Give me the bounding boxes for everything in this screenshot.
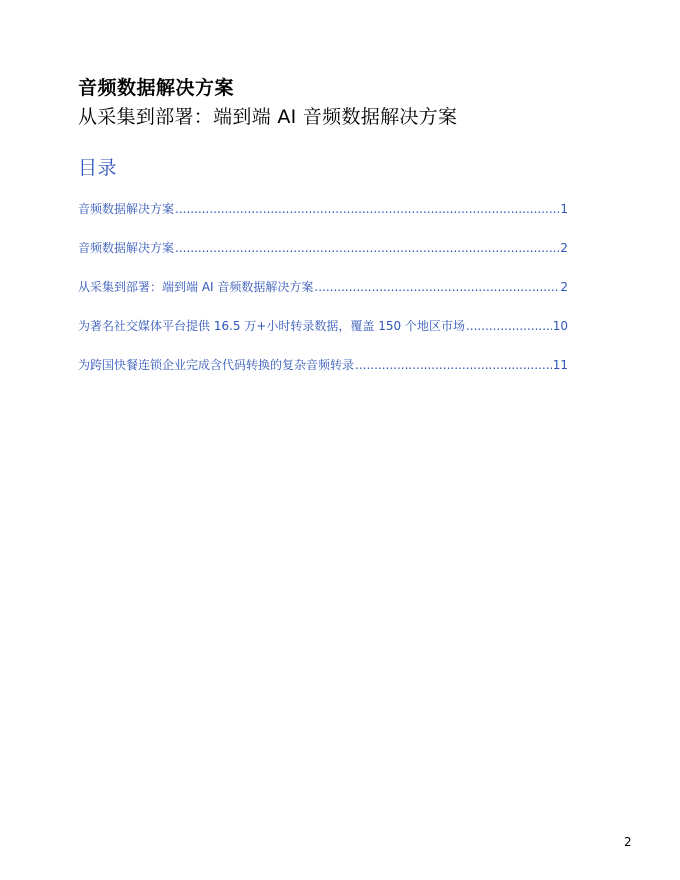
toc-entry-text: 为跨国快餐连锁企业完成含代码转换的复杂音频转录: [78, 358, 355, 372]
toc-entry-page: 10: [552, 319, 568, 333]
toc-entry-text: 音频数据解决方案: [78, 202, 175, 216]
toc-entry-1[interactable]: [78, 200, 568, 239]
toc-entry-text: 从采集到部署：端到端 AI 音频数据解决方案: [78, 280, 314, 294]
toc-entry-3[interactable]: [78, 278, 568, 317]
toc-entry-text: 音频数据解决方案: [78, 241, 175, 255]
toc-leader-dots: [175, 239, 559, 257]
toc-entry-page: 2: [560, 241, 568, 255]
toc-entry-5[interactable]: [78, 356, 568, 395]
toc-leader-dots: [466, 317, 552, 335]
toc-entry-page: 2: [560, 280, 568, 294]
toc-heading: 目录: [78, 157, 118, 179]
toc-leader-dots: [314, 278, 559, 296]
document-title: 音频数据解决方案: [78, 77, 235, 99]
toc-entry-2[interactable]: [78, 239, 568, 278]
toc-entry-page: 11: [552, 358, 568, 372]
toc-leader-dots: [355, 356, 552, 374]
toc-leader-dots: [175, 200, 559, 218]
toc-entry-text: 为著名社交媒体平台提供 16.5 万+小时转录数据，覆盖 150 个地区市场: [78, 319, 465, 333]
document-subtitle: 从采集到部署：端到端 AI 音频数据解决方案: [78, 106, 458, 128]
toc-entry-4[interactable]: [78, 317, 568, 356]
toc-entry-page: 1: [560, 202, 568, 216]
page-number: 2: [624, 835, 632, 849]
table-of-contents: [78, 200, 568, 395]
